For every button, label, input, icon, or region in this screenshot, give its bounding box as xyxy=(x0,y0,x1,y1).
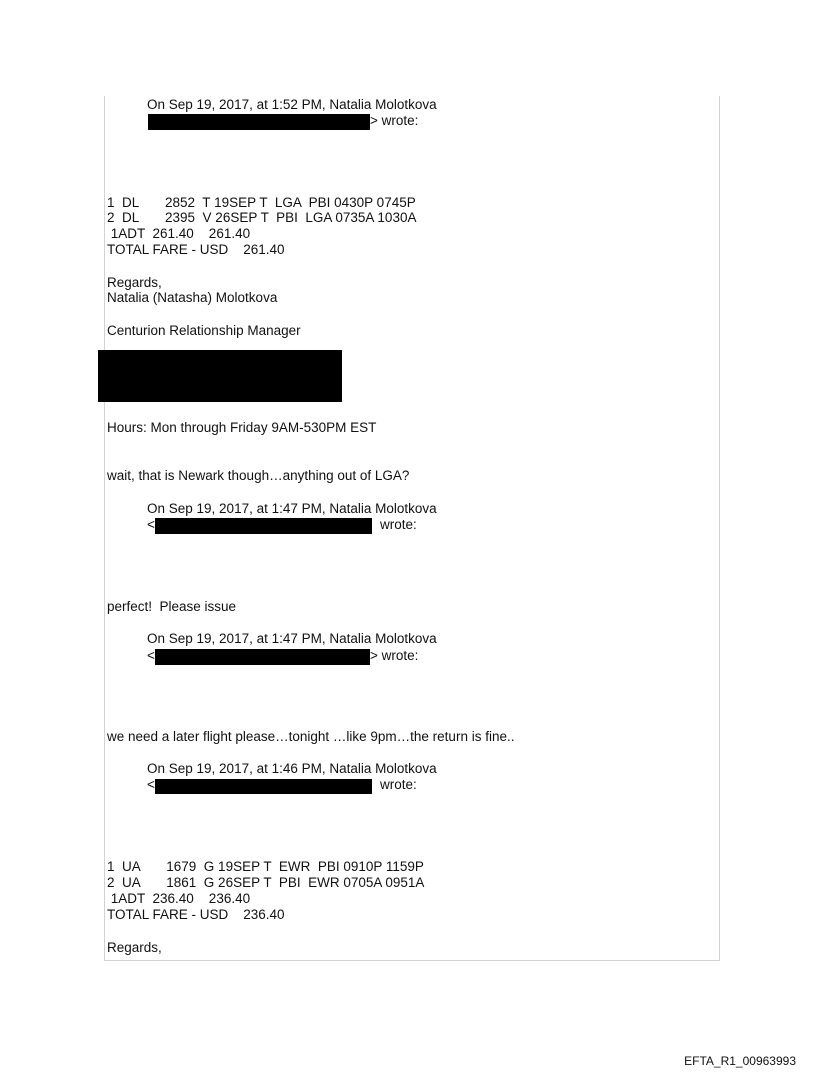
quote-wrote: wrote: xyxy=(380,777,417,792)
itinerary-line: 1 UA 1679 G 19SEP T EWR PBI 0910P 1159P xyxy=(107,859,424,874)
itinerary-line: 2 DL 2395 V 26SEP T PBI LGA 0735A 1030A xyxy=(107,210,417,225)
quote-wrote: wrote: xyxy=(380,517,417,532)
signature-title: Centurion Relationship Manager xyxy=(107,323,301,338)
document-id: EFTA_R1_00963993 xyxy=(684,1054,796,1068)
reply-text: we need a later flight please…tonight …like 9pm…the return is fine.. xyxy=(107,729,515,744)
itinerary-line: 1 DL 2852 T 19SEP T LGA PBI 0430P 0745P xyxy=(107,195,416,210)
itinerary-fare-line: 1ADT 236.40 236.40 xyxy=(107,891,251,906)
quote-lt: < xyxy=(147,648,155,663)
quote-wrote: > wrote: xyxy=(370,113,419,128)
signature-hours: Hours: Mon through Friday 9AM-530PM EST xyxy=(107,420,377,435)
redaction-block xyxy=(98,350,342,402)
redaction-block xyxy=(148,114,370,130)
reply-text: perfect! Please issue xyxy=(107,599,237,614)
quote-lt: < xyxy=(147,517,155,532)
quote-header: On Sep 19, 2017, at 1:52 PM, Natalia Molotkova xyxy=(147,97,437,112)
signature-regards: Regards, xyxy=(107,275,162,290)
quote-header: On Sep 19, 2017, at 1:47 PM, Natalia Molotkova xyxy=(147,631,437,646)
itinerary-total: TOTAL FARE - USD 236.40 xyxy=(107,907,285,922)
quote-header: On Sep 19, 2017, at 1:47 PM, Natalia Molotkova xyxy=(147,501,437,516)
signature-name: Natalia (Natasha) Molotkova xyxy=(107,290,278,305)
redaction-block xyxy=(155,518,372,534)
redaction-block xyxy=(155,779,372,794)
quote-header: On Sep 19, 2017, at 1:46 PM, Natalia Molotkova xyxy=(147,761,437,776)
signature-regards: Regards, xyxy=(107,940,162,955)
quote-wrote: > wrote: xyxy=(370,648,419,663)
itinerary-line: 2 UA 1861 G 26SEP T PBI EWR 0705A 0951A xyxy=(107,875,425,890)
reply-text: wait, that is Newark though…anything out of LGA? xyxy=(107,468,410,483)
itinerary-fare-line: 1ADT 261.40 261.40 xyxy=(107,226,251,241)
itinerary-total: TOTAL FARE - USD 261.40 xyxy=(107,242,285,257)
redaction-block xyxy=(155,649,370,665)
quote-lt: < xyxy=(147,777,155,792)
